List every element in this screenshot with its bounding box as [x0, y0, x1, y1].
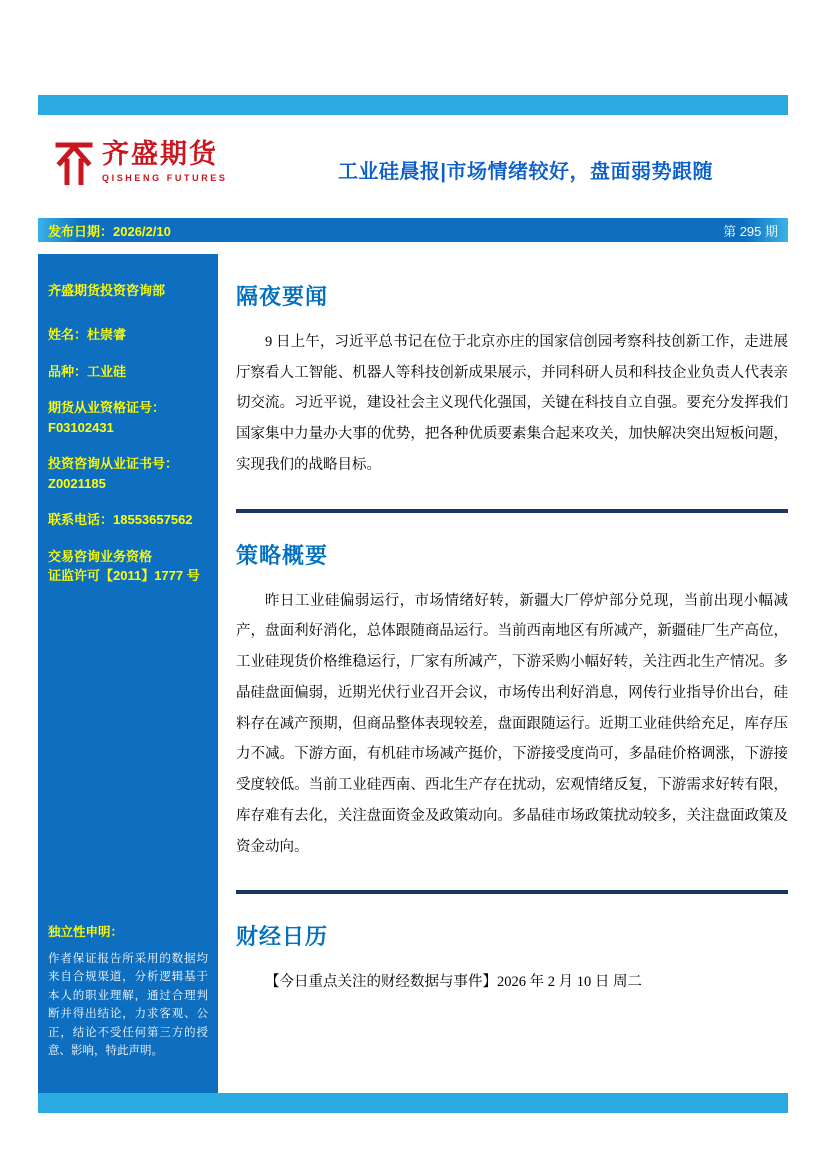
- section-strategy-summary: [236, 539, 788, 863]
- qualification-field: [48, 547, 208, 586]
- meta-bar: [38, 218, 788, 242]
- logo-text-block: [102, 139, 228, 183]
- field-label: 投资咨询从业证书号：: [48, 456, 179, 471]
- field-label: 期货从业资格证号：: [48, 400, 166, 415]
- logo-name-en: QISHENG FUTURES: [102, 173, 228, 184]
- variety-field: [48, 362, 208, 382]
- section-overnight-news: [236, 280, 788, 481]
- company-logo: [54, 139, 228, 185]
- section-heading: 隔夜要闻: [236, 284, 329, 309]
- issue-number: 第 295 期: [723, 223, 778, 239]
- consulting-license-field: [48, 454, 208, 493]
- field-value: F03102431: [48, 419, 114, 435]
- section-divider: [236, 509, 788, 513]
- logo-name-cn: 齐盛期货: [102, 139, 218, 169]
- bottom-accent-bar: [38, 1093, 788, 1113]
- section-text: 【今日重点关注的财经数据与事件】2026 年 2 月 10 日 周二: [265, 974, 642, 991]
- publish-date: 发布日期：2026/2/10: [48, 223, 171, 239]
- statement-title: 独立性申明：: [48, 925, 124, 939]
- section-text: 9 日上午，习近平总书记在位于北京亦庄的国家信创园考察科技创新工作，走进展厅察看人工智能、机器人等科技创新成果展示，并同科研人员和科技企业负责人代表亲切交流。习近平说，建设社会主义现代化强国，关键在科技自立自强。要充分发挥我们国家集中力量办大事的优势，把各种优质要素集合起来攻关，加快解决突出短板问题，实现我们的战略目标。: [236, 334, 788, 473]
- phone-field: [48, 510, 208, 530]
- analyst-sidebar: [38, 254, 218, 1093]
- report-header: [38, 115, 788, 218]
- report-title: 工业硅晨报|市场情绪较好，盘面弱势跟随: [337, 161, 714, 183]
- futures-license-field: [48, 398, 208, 437]
- field-label: 联系电话：18553657562: [48, 512, 193, 527]
- field-value: 证监许可【2011】1777 号: [48, 568, 200, 583]
- field-label: 姓名：杜崇睿: [48, 327, 127, 342]
- section-text: 昨日工业硅偏弱运行，市场情绪好转，新疆大厂停炉部分兑现，当前出现小幅减产，盘面利好消化，总体跟随商品运行。当前西南地区有所减产，新疆硅厂生产高位，工业硅现货价格维稳运行，厂家有所减产，下游采购小幅好转，关注西北生产情况。多晶硅盘面偏弱，近期光伏行业召开会议，市场传出利好消息，网传行业指导价出台，硅料存在减产预期，但商品整体表现较差，盘面跟随运行。近期工业硅供给充足，库存压力不减。下游方面，有机硅市场减产挺价，下游接受度尚可，多晶硅价格调涨，下游接受度较低。当前工业硅西南、西北生产存在扰动，宏观情绪反复，下游需求好转有限，库存难有去化，关注盘面资金及政策动向。多晶硅市场政策扰动较多，关注盘面政策及资金动向。: [236, 592, 788, 855]
- report-body: [236, 254, 788, 998]
- independence-statement: [48, 922, 208, 1060]
- section-heading: 财经日历: [236, 924, 329, 950]
- field-label: 品种：工业硅: [48, 363, 127, 379]
- section-divider: [236, 890, 788, 894]
- department-name: 齐盛期货投资咨询部: [48, 283, 166, 298]
- analyst-name-field: [48, 325, 208, 345]
- top-accent-bar: [38, 95, 788, 115]
- statement-body: 作者保证报告所采用的数据均来自合规渠道，分析逻辑基于本人的职业理解，通过合理判断并得出结论，力求客观、公正，结论不受任何第三方的授意、影响，特此声明。: [48, 953, 208, 1057]
- section-heading: 策略概要: [236, 542, 329, 568]
- field-label: 交易咨询业务资格: [48, 548, 153, 564]
- field-value: Z0021185: [48, 475, 106, 491]
- qisheng-logo-icon: [54, 139, 94, 185]
- section-financial-calendar: [236, 920, 788, 998]
